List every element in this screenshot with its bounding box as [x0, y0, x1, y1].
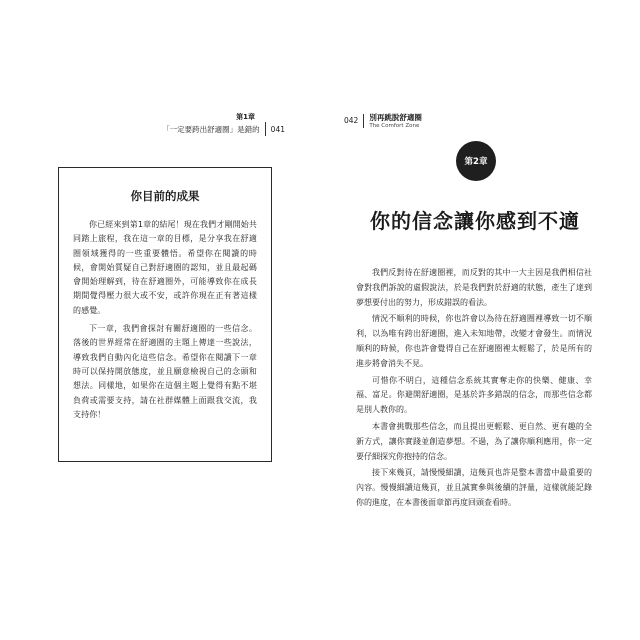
running-head-subtitle: 「一定要跨出舒適圈」是錯的	[162, 124, 260, 134]
summary-box-title: 你目前的成果	[130, 189, 200, 203]
left-running-head	[162, 112, 285, 136]
body-paragraph: 情況不順利的時候，你也許會以為待在舒適圈裡導致一切不順利，以為唯有跨出舒適圈，進入未知地帶，改變才會發生。而情況順利的時候，你也許會覺得自己在舒適圈裡太輕鬆了，於是所有的進步將會消失不見。	[356, 314, 592, 368]
body-paragraph: 本書會挑戰那些信念，而且提出更輕鬆、更自然、更有趣的全新方式，讓你實踐並創造夢想。不過，為了讓你順利應用，你一定要仔細探究你抱持的信念。	[356, 421, 592, 461]
body-paragraph: 接下來幾頁，請慢慢細讀，這幾頁也許是整本書當中最重要的內容。慢慢細讀這幾頁，並且誠實參與後續的評量，這樣就能記錄你的進度，在本書後面章節再度回頭查看時。	[356, 468, 592, 507]
body-paragraph: 我們反對待在舒適圈裡，而反對的其中一大主因是我們相信社會對我們訴說的虛假說法，於是我們對於舒適的狀態，產生了達到夢想要付出的努力，形成錯誤的看法。	[356, 268, 592, 307]
running-head-divider	[265, 122, 266, 136]
chapter-title: 你的信念讓你感到不適	[370, 209, 580, 233]
summary-paragraph: 你已經來到第1章的結尾！現在我們才剛開始共同踏上旅程，我在這一章的目標，是分享我在舒適圈領域獲得的一些重要體悟。希望你在閱讀的時候，會開始質疑自己對舒適圈的認知，並且最起碼會開始理解到，待在舒適圈外，可能導致你在成長期間覺得壓力很大或不安，或許你現在正有著這樣的感覺。	[73, 220, 257, 315]
running-head-book-title: 別再跳脫舒適圈	[369, 113, 422, 122]
right-page-number: 042	[344, 116, 359, 125]
chapter-body	[356, 266, 592, 513]
body-paragraph: 可惜你不明白，這種信念系統其實奪走你的快樂、健康、幸福、富足。你避開舒適圈，是基於許多錯誤的信念，而那些信念都是別人教你的。	[356, 375, 592, 415]
running-head-divider	[363, 114, 364, 128]
right-running-head	[344, 112, 422, 129]
running-head-chapter: 第1章	[236, 113, 255, 121]
chapter-summary-box	[58, 167, 272, 462]
running-head-book-title-en: The Comfort Zone	[369, 123, 420, 129]
summary-paragraph: 下一章，我們會探討有關舒適圈的一些信念。落後的世界經常在舒適圈的主題上傳達一些說法，導致我們自動內化這些信念。希望你在閱讀下一章時可以保持開放態度，並且願意檢視自己的念頭和想法。同樣地，如果你在這個主題上覺得有點不堪負荷或需要支持，請在社群媒體上面跟我交流，我支持你！	[73, 324, 257, 419]
chapter-badge: 第2章	[456, 141, 496, 181]
left-page-number: 041	[270, 124, 285, 134]
